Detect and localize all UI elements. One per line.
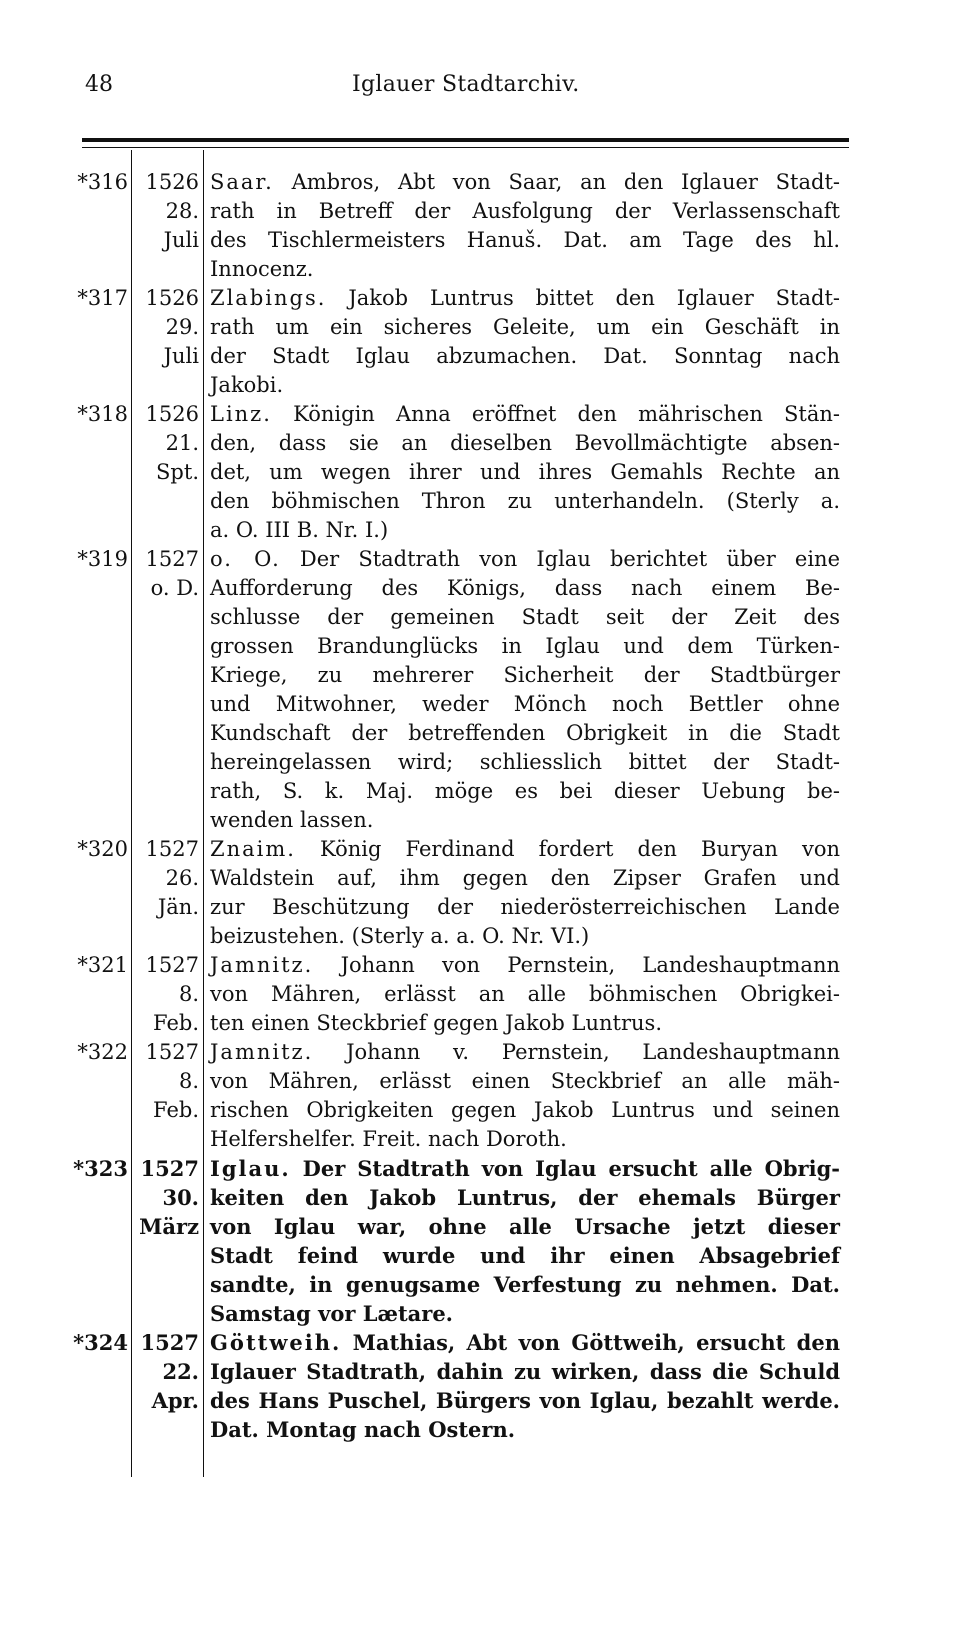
entry-text-line: Helfershelfer. Freit. nach Doroth. xyxy=(210,1127,567,1151)
entry-text-line: Iglauer Stadtrath, dahin zu wirken, dass die Schuld xyxy=(210,1359,840,1384)
entry-number: *321 xyxy=(77,953,128,977)
header-rule-thick xyxy=(82,138,849,142)
entry-date-line: 26. xyxy=(165,866,199,890)
entry-place: Zlabings. xyxy=(210,286,327,310)
entry-text-line: Kriege, zu mehrerer Sicherheit der Stadtbürger xyxy=(210,663,840,687)
entry-place: Jamnitz. xyxy=(210,1040,314,1064)
entry-text-line: Jamnitz. Johann von Pernstein, Landeshauptmann xyxy=(210,953,840,977)
entry-date-line: Apr. xyxy=(151,1388,199,1413)
entry-text xyxy=(210,1038,840,1154)
entry-text-line: sandte, in genugsame Verfestung zu nehmen. Dat. xyxy=(210,1272,840,1297)
entry-text-line: beizustehen. (Sterly a. a. O. Nr. VI.) xyxy=(210,924,590,948)
entry-date-line: Juli xyxy=(163,228,199,252)
entry-date xyxy=(133,951,199,1038)
entry-date-line: Feb. xyxy=(153,1011,199,1035)
entry-date-line: 8. xyxy=(178,1069,199,1093)
entry-text xyxy=(210,400,840,545)
entry-text-line: den, dass sie an dieselben Bevollmächtigte absen- xyxy=(210,431,840,455)
entry-date xyxy=(133,835,199,922)
entry-text-line: von Mähren, erlässt einen Steckbrief an alle mäh- xyxy=(210,1069,840,1093)
entry-text-line: den böhmischen Thron zu unterhandeln. (Sterly a. xyxy=(210,489,840,513)
entry-date-line: Feb. xyxy=(153,1098,199,1122)
register-entry xyxy=(0,835,960,951)
entry-date-line: Spt. xyxy=(156,460,199,484)
entry-text-line: Znaim. König Ferdinand fordert den Buryan von xyxy=(210,837,840,861)
entry-date-line: 28. xyxy=(165,199,199,223)
entry-text-line: der Stadt Iglau abzumachen. Dat. Sonntag nach xyxy=(210,344,840,368)
header-rule-thin xyxy=(82,147,849,148)
entry-text-line: des Hans Puschel, Bürgers von Iglau, bezahlt werde. xyxy=(210,1388,840,1413)
entry-text-line: von Mähren, erlässt an alle böhmischen Obrigkei- xyxy=(210,982,840,1006)
register-entry xyxy=(0,1038,960,1154)
entry-text-line: schlusse der gemeinen Stadt seit der Zeit des xyxy=(210,605,840,629)
entry-text-line: Iglau. Der Stadtrath von Iglau ersucht alle Obrig- xyxy=(210,1156,840,1181)
entry-text xyxy=(210,1328,840,1444)
entry-date-line: 1527 xyxy=(145,1040,199,1064)
entry-date xyxy=(133,1328,199,1415)
entry-text xyxy=(210,835,840,951)
entry-place: Iglau. xyxy=(210,1156,291,1181)
entry-number: *323 xyxy=(73,1156,128,1181)
entry-date-line: o. D. xyxy=(150,576,199,600)
entry-text-line: grossen Brandunglücks in Iglau und dem Türken- xyxy=(210,634,840,658)
entry-date-line: 22. xyxy=(162,1359,199,1384)
entry-date-line: 1527 xyxy=(145,547,199,571)
register-entry xyxy=(0,545,960,835)
entry-text-line: det, um wegen ihrer und ihres Gemahls Rechte an xyxy=(210,460,840,484)
entry-date xyxy=(133,168,199,255)
entry-text-line: Stadt feind wurde und ihr einen Absagebrief xyxy=(210,1243,840,1268)
entry-place: Göttweih. xyxy=(210,1330,342,1355)
entry-text-line: Innocenz. xyxy=(210,257,314,281)
page-number: 48 xyxy=(85,72,113,97)
entry-date-line: Jän. xyxy=(157,895,199,919)
entry-date-line: 1526 xyxy=(145,170,199,194)
entry-date xyxy=(133,545,199,603)
entry-place: o. O. xyxy=(210,547,281,571)
entry-text xyxy=(210,284,840,400)
entry-text-line: Kundschaft der betreffenden Obrigkeit in die Stadt xyxy=(210,721,840,745)
entry-text-line: Zlabings. Jakob Luntrus bittet den Iglauer Stadt- xyxy=(210,286,840,310)
entry-date-line: 1527 xyxy=(145,953,199,977)
entry-number: *320 xyxy=(77,837,128,861)
entry-date-line: 1526 xyxy=(145,402,199,426)
running-title: Iglauer Stadtarchiv. xyxy=(352,72,580,97)
entry-text-line: von Iglau war, ohne alle Ursache jetzt dieser xyxy=(210,1214,840,1239)
entry-number: *318 xyxy=(77,402,128,426)
entry-text-line: Waldstein auf, ihm gegen den Zipser Grafen und xyxy=(210,866,840,890)
entry-date xyxy=(133,284,199,371)
entry-date-line: 21. xyxy=(165,431,199,455)
entry-text xyxy=(210,168,840,284)
entry-date xyxy=(133,400,199,487)
entry-text-line: Linz. Königin Anna eröffnet den mährischen Stän- xyxy=(210,402,840,426)
register-entry xyxy=(0,284,960,400)
entry-date-line: März xyxy=(139,1214,199,1239)
register-entry xyxy=(0,168,960,284)
entry-text xyxy=(210,1154,840,1328)
entry-text-line: ten einen Steckbrief gegen Jakob Luntrus. xyxy=(210,1011,662,1035)
register-entry xyxy=(0,951,960,1038)
entry-text-line: rath in Betreff der Ausfolgung der Verlassenschaft xyxy=(210,199,840,223)
entry-date-line: 1527 xyxy=(140,1156,199,1181)
entry-text-line: Samstag vor Lætare. xyxy=(210,1301,453,1326)
entry-date-line: 30. xyxy=(162,1185,199,1210)
entry-text-line: Göttweih. Mathias, Abt von Göttweih, ersucht den xyxy=(210,1330,840,1355)
entry-text-line: Jamnitz. Johann v. Pernstein, Landeshauptmann xyxy=(210,1040,840,1064)
register-entry xyxy=(0,400,960,545)
entry-date-line: 29. xyxy=(165,315,199,339)
entry-text-line: rischen Obrigkeiten gegen Jakob Luntrus und seinen xyxy=(210,1098,840,1122)
entry-text-line: Saar. Ambros, Abt von Saar, an den Iglauer Stadt- xyxy=(210,170,840,194)
entry-text-line: zur Beschützung der niederösterreichischen Lande xyxy=(210,895,840,919)
entry-text-line: keiten den Jakob Luntrus, der ehemals Bürger xyxy=(210,1185,840,1210)
entry-date-line: Juli xyxy=(163,344,199,368)
entry-date-line: 1527 xyxy=(145,837,199,861)
entry-text-line: hereingelassen wird; schliesslich bittet der Stadt- xyxy=(210,750,840,774)
entry-date xyxy=(133,1038,199,1125)
entry-number: *324 xyxy=(73,1330,128,1355)
entry-text-line: Jakobi. xyxy=(210,373,284,397)
entry-text-line: Aufforderung des Königs, dass nach einem Be- xyxy=(210,576,840,600)
register-entries xyxy=(0,168,960,1444)
entry-text-line: o. O. Der Stadtrath von Iglau berichtet über eine xyxy=(210,547,840,571)
entry-text xyxy=(210,951,840,1038)
register-entry xyxy=(0,1154,960,1328)
entry-date-line: 1527 xyxy=(140,1330,199,1355)
entry-number: *322 xyxy=(77,1040,128,1064)
entry-text-line: rath, S. k. Maj. möge es bei dieser Uebung be- xyxy=(210,779,840,803)
entry-date-line: 1526 xyxy=(145,286,199,310)
entry-place: Znaim. xyxy=(210,837,296,861)
entry-date xyxy=(133,1154,199,1241)
entry-place: Saar. xyxy=(210,170,274,194)
entry-text-line: wenden lassen. xyxy=(210,808,374,832)
entry-number: *319 xyxy=(77,547,128,571)
entry-text-line: a. O. III B. Nr. I.) xyxy=(210,518,389,542)
page-header xyxy=(0,72,960,108)
entry-text-line: Dat. Montag nach Ostern. xyxy=(210,1417,516,1442)
entry-text-line: des Tischlermeisters Hanuš. Dat. am Tage des hl. xyxy=(210,228,840,252)
entry-text-line: und Mitwohner, weder Mönch noch Bettler ohne xyxy=(210,692,840,716)
entry-text xyxy=(210,545,840,835)
register-entry xyxy=(0,1328,960,1444)
entry-text-line: rath um ein sicheres Geleite, um ein Geschäft in xyxy=(210,315,840,339)
entry-number: *317 xyxy=(77,286,128,310)
entry-place: Linz. xyxy=(210,402,272,426)
entry-place: Jamnitz. xyxy=(210,953,314,977)
entry-date-line: 8. xyxy=(178,982,199,1006)
entry-number: *316 xyxy=(77,170,128,194)
